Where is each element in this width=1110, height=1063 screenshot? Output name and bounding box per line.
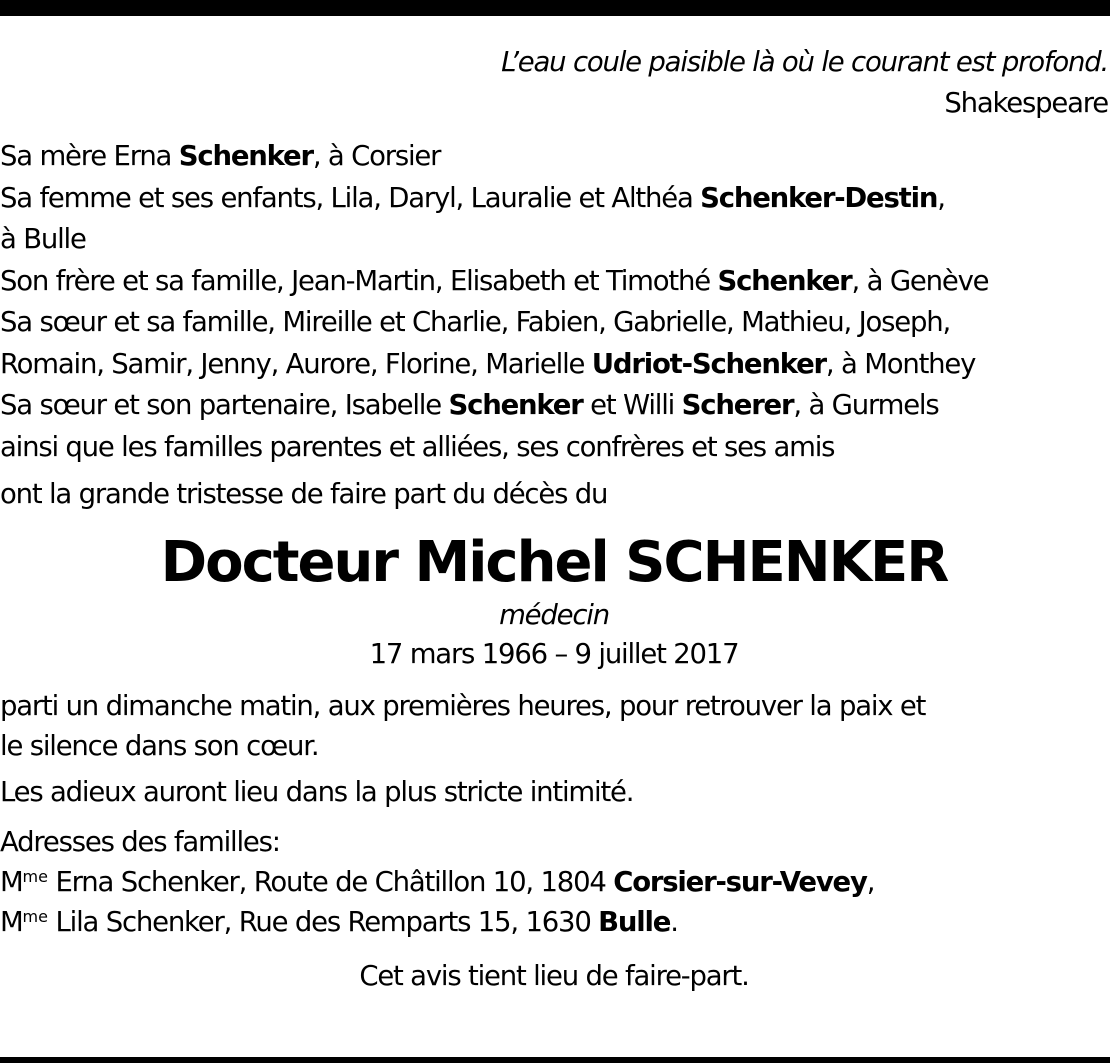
address-title-suffix: me xyxy=(22,867,48,886)
announcement: ont la grande tristesse de faire part du décès du xyxy=(0,478,608,510)
family-line-suffix: , à Genève xyxy=(851,264,989,297)
deceased-profession: médecin xyxy=(499,599,609,631)
family-line-text: Son frère et sa famille, Jean-Martin, Elisabeth et Timothé xyxy=(0,264,718,297)
family-line-text: Sa femme et ses enfants, Lila, Daryl, Lauralie et Althéa xyxy=(0,181,701,214)
address-city: Corsier-sur-Vevey xyxy=(613,866,867,898)
family-line xyxy=(0,344,1108,386)
family-line-suffix: , à Corsier xyxy=(312,140,441,172)
deceased-name: Docteur Michel SCHENKER xyxy=(160,530,948,595)
paragraph-line: parti un dimanche matin, aux premières heures, pour retrouver la paix et xyxy=(0,690,926,722)
family-name: Schenker-Destin xyxy=(700,181,938,214)
family-line-suffix: , xyxy=(937,181,945,214)
family-line xyxy=(0,385,1108,427)
family-name: Schenker xyxy=(448,389,583,421)
address-city: Bulle xyxy=(598,906,671,938)
address-text: Lila Schenker, Rue des Remparts 15, 1630 xyxy=(47,906,599,938)
address-title-suffix: me xyxy=(22,907,48,926)
closing-note: Cet avis tient lieu de faire-part. xyxy=(359,960,749,992)
family-line xyxy=(0,178,1108,220)
address-title: M xyxy=(0,906,23,938)
family-addresses xyxy=(0,822,1108,942)
family-line-text: et Willi xyxy=(582,389,682,421)
family-line xyxy=(0,427,1108,469)
address-text: Erna Schenker, Route de Châtillon 10, 1804 xyxy=(47,866,614,898)
family-line xyxy=(0,261,1108,303)
family-name: Udriot-Schenker xyxy=(591,347,826,380)
address-title: M xyxy=(0,866,23,898)
epigraph-text: L’eau coule paisible là où le courant est profond. xyxy=(501,46,1108,78)
top-border xyxy=(0,0,1110,16)
address-end: . xyxy=(670,906,678,938)
family-name: Scherer xyxy=(681,389,794,421)
family-line-text: Romain, Samir, Jenny, Aurore, Florine, Marielle xyxy=(0,347,592,380)
family-line xyxy=(0,302,1108,344)
family-line-text: ainsi que les familles parentes et alliées, ses confrères et ses amis xyxy=(0,430,835,463)
family-name: Schenker xyxy=(178,140,313,172)
family-line xyxy=(0,219,1108,261)
family-list xyxy=(0,136,1108,468)
epigraph xyxy=(0,40,1108,122)
family-line-text: à Bulle xyxy=(0,223,86,255)
bottom-border xyxy=(0,1057,1110,1063)
addresses-heading: Adresses des familles: xyxy=(0,826,280,858)
address-line xyxy=(0,902,1108,942)
family-line-text: Sa mère Erna xyxy=(0,140,179,172)
family-line-suffix: , à Gurmels xyxy=(793,389,939,421)
paragraph-line: le silence dans son cœur. xyxy=(0,730,319,762)
family-name: Schenker xyxy=(717,264,852,297)
epigraph-author: Shakespeare xyxy=(944,87,1108,119)
family-line xyxy=(0,136,1108,178)
obituary-notice xyxy=(0,40,1108,996)
farewell-note: Les adieux auront lieu dans la plus stricte intimité. xyxy=(0,776,634,808)
address-line xyxy=(0,862,1108,902)
family-line-suffix: , à Monthey xyxy=(825,347,976,380)
family-line-text: Sa sœur et son partenaire, Isabelle xyxy=(0,389,449,421)
family-line-text: Sa sœur et sa famille, Mireille et Charlie, Fabien, Gabrielle, Mathieu, Joseph, xyxy=(0,306,950,338)
deceased-dates: 17 mars 1966 – 9 juillet 2017 xyxy=(369,638,739,670)
address-end: , xyxy=(866,866,875,898)
passing-paragraph xyxy=(0,686,1108,766)
